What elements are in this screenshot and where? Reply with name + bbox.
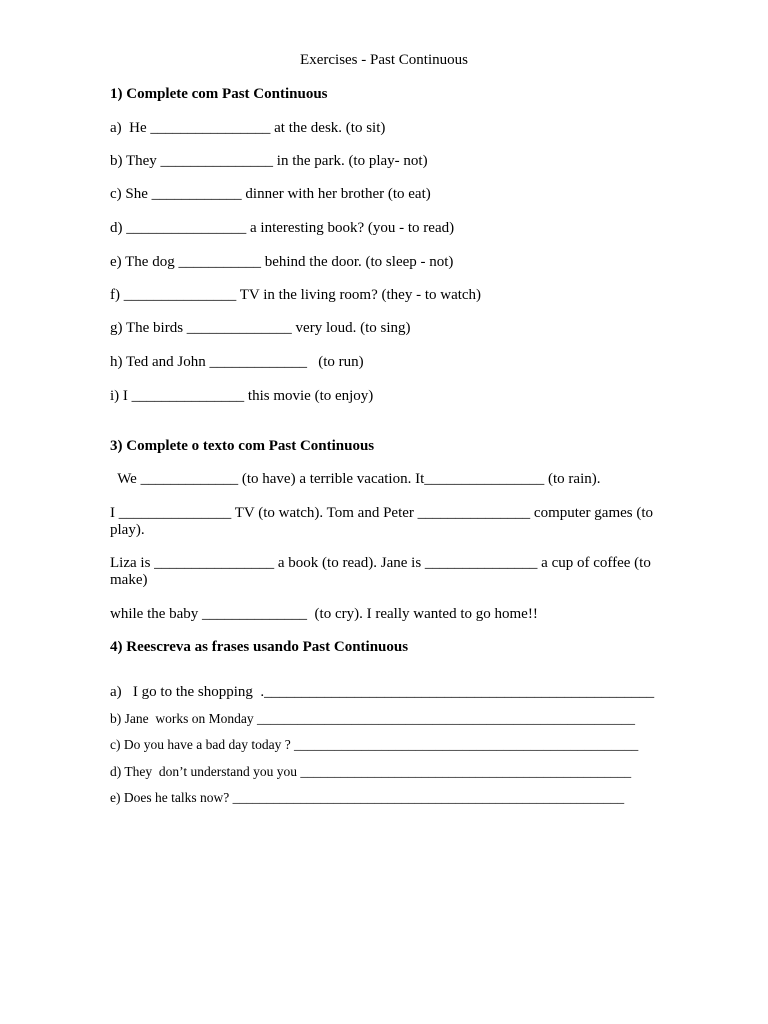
text-paragraph: Liza is ________________ a book (to read). Jane is _______________ a cup of coffee (to make) [110, 555, 651, 588]
exercise-item: a) He ________________ at the desk. (to sit) [110, 120, 386, 136]
exercise-item: i) I _______________ this movie (to enjoy) [110, 388, 374, 404]
exercise-item: h) Ted and John _____________ (to run) [110, 354, 364, 370]
rewrite-item: a) I go to the shopping .____________________________________________________ [110, 684, 655, 700]
exercise-item: g) The birds ______________ very loud. (to sing) [110, 320, 411, 336]
text-paragraph: I _______________ TV (to watch). Tom and Peter _______________ computer games (to play). [110, 505, 654, 538]
exercise-item: d) ________________ a interesting book? (you - to read) [110, 220, 455, 236]
rewrite-item: e) Does he talks now? __________________________________________________________ [110, 790, 625, 805]
exercise-item: c) She ____________ dinner with her brother (to eat) [110, 186, 431, 202]
exercise-item: b) They _______________ in the park. (to play- not) [110, 153, 428, 169]
rewrite-item: b) Jane works on Monday ________________________________________________________ [110, 711, 635, 726]
section3-heading: 3) Complete o texto com Past Continuous [110, 438, 375, 454]
text-paragraph: We _____________ (to have) a terrible vacation. It________________ (to rain). [110, 471, 601, 487]
page-title: Exercises - Past Continuous [300, 52, 468, 68]
rewrite-item: d) They don’t understand you you _________________________________________________ [110, 764, 632, 779]
exercise-item: f) _______________ TV in the living room? (they - to watch) [110, 287, 482, 303]
exercise-item: e) The dog ___________ behind the door. (to sleep - not) [110, 254, 454, 270]
text-paragraph: while the baby ______________ (to cry). I really wanted to go home!! [110, 606, 538, 622]
rewrite-item: c) Do you have a bad day today ? ___________________________________________________ [110, 737, 639, 752]
section1-heading: 1) Complete com Past Continuous [110, 86, 328, 102]
section4-heading: 4) Reescreva as frases usando Past Continuous [110, 639, 409, 655]
